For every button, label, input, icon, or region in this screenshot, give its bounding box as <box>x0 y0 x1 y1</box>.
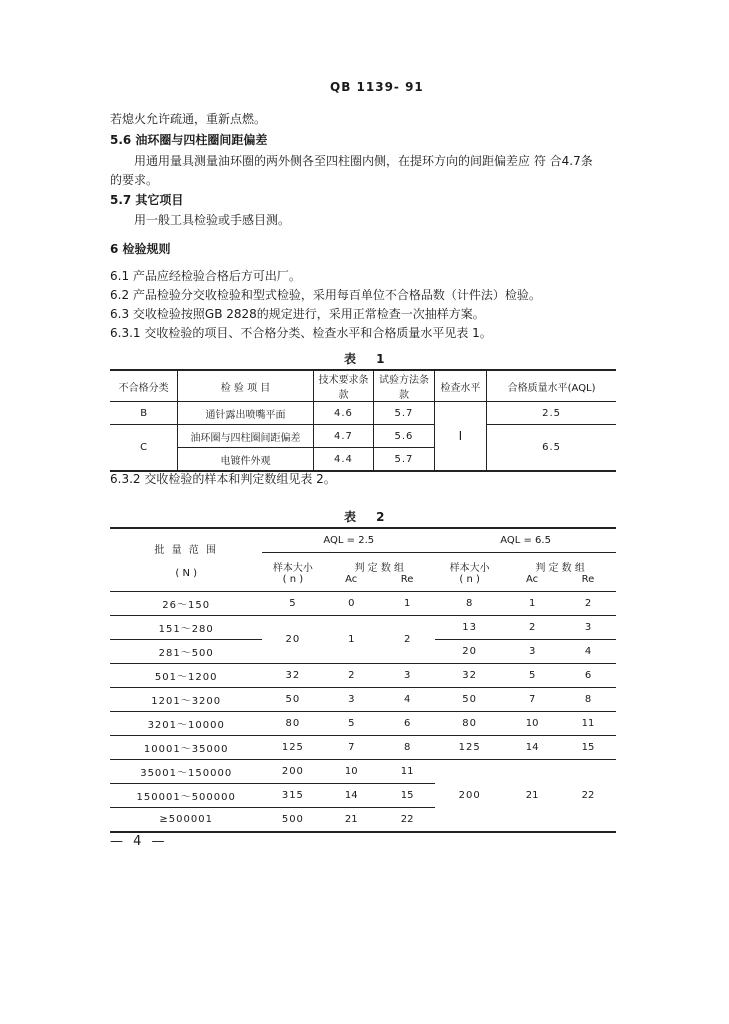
section-5-7-body: 用一般工具检验或手感目测。 <box>134 213 291 227</box>
section-6-1: 6.1 产品应经检验合格后方可出厂。 <box>110 269 301 283</box>
t1-row-test: 5.6 <box>374 425 434 448</box>
t2-re-label: Re <box>581 574 595 585</box>
t2-re1: 6 <box>403 718 411 729</box>
t2-re1: 2 <box>403 634 411 645</box>
t2-lot: 35001～150000 <box>110 760 262 784</box>
t2-header-aql1: AQL = 2.5 <box>262 528 435 553</box>
t2-re2: 22 <box>581 790 595 801</box>
t2-judge1-merged <box>323 616 435 664</box>
t2-ac1: 7 <box>348 742 355 753</box>
t1-header-level: 检查水平 <box>434 370 486 402</box>
t2-ac2: 2 <box>528 622 536 633</box>
t2-ac-label: Ac <box>525 574 539 585</box>
t2-judge1 <box>323 760 435 784</box>
t1-header-aql: 合格质量水平(AQL) <box>487 370 616 402</box>
t2-ac1: 21 <box>344 814 358 825</box>
page-number: — 4 — <box>110 834 168 849</box>
t2-ac2: 5 <box>528 670 536 681</box>
t2-judge-label: 判 定 数 组 <box>535 563 585 574</box>
t2-ac1: 2 <box>348 670 355 681</box>
t2-header-aql2: AQL = 6.5 <box>435 528 616 553</box>
t2-lot: 26～150 <box>110 592 262 616</box>
t2-re1: 3 <box>403 670 411 681</box>
t1-row-item: 通针露出喷嘴平面 <box>178 402 313 425</box>
t2-re2: 11 <box>581 718 595 729</box>
t2-judge2 <box>504 664 616 688</box>
t1-row-tech: 4.4 <box>313 448 373 472</box>
t2-n2-merged: 200 <box>458 790 481 801</box>
t2-ac2: 21 <box>525 790 539 801</box>
t2-n1: 80 <box>262 712 323 736</box>
t2-ac2: 7 <box>528 694 536 705</box>
section-5-7-title: 5.7 其它项目 <box>110 193 184 207</box>
t2-n1: 5 <box>262 592 323 616</box>
section-6-3-1: 6.3.1 交收检验的项目、不合格分类、检查水平和合格质量水平见表 1。 <box>110 326 492 340</box>
t2-re2: 15 <box>581 742 595 753</box>
t2-judge2 <box>504 592 616 616</box>
t2-judge2 <box>504 616 616 640</box>
t2-judge2 <box>504 640 616 664</box>
t2-judge1 <box>323 736 435 760</box>
t2-judge2 <box>504 688 616 712</box>
t2-sample-header-2 <box>435 553 504 592</box>
t2-ac1: 10 <box>344 766 358 777</box>
t2-judge-header-2 <box>504 553 616 592</box>
t1-header-item: 检 验 项 目 <box>178 370 313 402</box>
table-2-caption: 表 2 <box>344 510 393 524</box>
t2-ac2: 14 <box>525 742 539 753</box>
t1-aql-b: 2.5 <box>487 402 616 425</box>
t2-n2: 13 <box>435 616 504 640</box>
t2-n2: 50 <box>435 688 504 712</box>
t2-judge-header-1 <box>323 553 435 592</box>
t2-judge1 <box>323 688 435 712</box>
t2-lot: 281～500 <box>110 640 262 664</box>
t2-re1: 15 <box>400 790 414 801</box>
t2-n1: 32 <box>262 664 323 688</box>
t2-re1: 22 <box>400 814 414 825</box>
t2-lot-unit: ( N ) <box>175 568 198 579</box>
t2-judge1 <box>323 784 435 808</box>
t2-ac2: 10 <box>525 718 539 729</box>
t2-ac2: 3 <box>528 646 536 657</box>
t2-judge1 <box>323 712 435 736</box>
t2-re2: 2 <box>584 598 592 609</box>
t2-lot: 10001～35000 <box>110 736 262 760</box>
t1-row-item: 油环圈与四柱圈间距偏差 <box>178 425 313 448</box>
t2-n1: 500 <box>281 814 304 825</box>
t2-n1: 50 <box>262 688 323 712</box>
t2-judge-label: 判 定 数 组 <box>354 563 405 574</box>
t1-row-item: 电镀件外观 <box>178 448 313 472</box>
t2-lot: 151～280 <box>110 616 262 640</box>
section-6-3: 6.3 交收检验按照GB 2828的规定进行，采用正常检查一次抽样方案。 <box>110 307 485 321</box>
t2-n2: 125 <box>435 736 504 760</box>
t2-n1: 315 <box>262 784 323 808</box>
t2-ac1: 1 <box>348 634 355 645</box>
t2-ac-label: Ac <box>345 574 358 585</box>
t2-ac1: 14 <box>344 790 358 801</box>
t2-ac1: 0 <box>348 598 355 609</box>
t1-row-tech: 4.7 <box>313 425 373 448</box>
t2-n2: 32 <box>435 664 504 688</box>
section-6-3-2: 6.3.2 交收检验的样本和判定数组见表 2。 <box>110 472 336 486</box>
section-6-2: 6.2 产品检验分交收检验和型式检验，采用每百单位不合格品数（计件法）检验。 <box>110 288 541 302</box>
paragraph-continuation: 若熄火允许疏通，重新点燃。 <box>110 112 267 126</box>
t2-judge2 <box>504 712 616 736</box>
t2-lot: 150001～500000 <box>110 784 262 808</box>
t1-header-test: 试验方法条款 <box>374 370 434 402</box>
t2-re2: 4 <box>584 646 592 657</box>
t1-row-tech: 4.6 <box>313 402 373 425</box>
t2-re2: 8 <box>584 694 592 705</box>
t2-ac1: 3 <box>348 694 355 705</box>
t2-ac2: 1 <box>528 598 536 609</box>
t2-re2: 6 <box>584 670 592 681</box>
t2-n1: 200 <box>262 760 323 784</box>
table-2 <box>110 527 616 833</box>
t2-sample-n: ( n ) <box>459 574 480 585</box>
t2-sample-n: ( n ) <box>282 574 304 585</box>
table-1-caption: 表 1 <box>344 352 393 366</box>
t2-lot: ≥500001 <box>159 814 213 825</box>
t2-re-label: Re <box>400 574 414 585</box>
t2-judge2-merged <box>504 760 616 833</box>
t2-n1: 125 <box>262 736 323 760</box>
t2-ac1: 5 <box>348 718 355 729</box>
t2-header-lot <box>110 528 262 592</box>
t2-judge1 <box>323 808 435 833</box>
section-6-title: 6 检验规则 <box>110 242 171 256</box>
t1-aql-c: 6.5 <box>542 442 562 453</box>
t2-re2: 3 <box>584 622 592 633</box>
t2-lot: 3201～10000 <box>110 712 262 736</box>
t2-sample-label: 样本大小 <box>449 563 490 574</box>
t1-row-class: C <box>110 425 178 472</box>
t2-sample-header-1 <box>262 553 323 592</box>
t1-row-test: 5.7 <box>374 448 434 472</box>
t2-re1: 1 <box>403 598 411 609</box>
t2-judge2 <box>504 736 616 760</box>
t2-lot: 501～1200 <box>110 664 262 688</box>
t1-header-class: 不合格分类 <box>110 370 178 402</box>
t2-judge1 <box>323 664 435 688</box>
t1-row-class: B <box>110 402 178 425</box>
t2-judge1 <box>323 592 435 616</box>
t2-lot: 1201～3200 <box>110 688 262 712</box>
t2-re1: 4 <box>403 694 411 705</box>
t2-n2: 20 <box>435 640 504 664</box>
section-5-6-body: 用通用量具测量油环圈的两外侧各至四柱圈内侧，在提环方向的间距偏差应 符 合4.7条 <box>134 154 593 168</box>
t2-n1-merged: 20 <box>262 616 323 664</box>
t2-re1: 8 <box>403 742 411 753</box>
t2-n2: 80 <box>435 712 504 736</box>
t1-row-test: 5.7 <box>374 402 434 425</box>
t1-header-tech: 技术要求条款 <box>313 370 373 402</box>
section-5-6-body-cont: 的要求。 <box>110 173 159 187</box>
t2-re1: 11 <box>400 766 414 777</box>
table-1 <box>110 369 616 472</box>
t2-n2: 8 <box>435 592 504 616</box>
section-5-6-title: 5.6 油环圈与四柱圈间距偏差 <box>110 133 268 147</box>
t1-level: Ⅰ <box>434 402 486 472</box>
t2-lot-label: 批 量 范 围 <box>154 545 218 556</box>
t2-sample-label: 样本大小 <box>272 563 313 574</box>
standard-code: QB 1139- 91 <box>330 80 424 94</box>
